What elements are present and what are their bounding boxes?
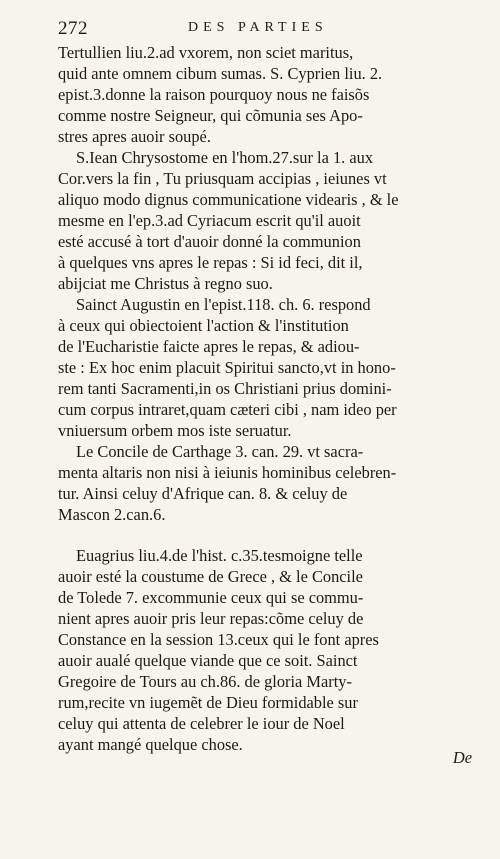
text-line: comme nostre Seigneur, qui cõmunia ses Apo- — [58, 106, 363, 125]
page-number: 272 — [58, 18, 88, 39]
text-line: celuy qui attenta de celebrer le iour de Noel — [58, 714, 345, 733]
text-line: Le Concile de Carthage 3. can. 29. vt sacra- — [76, 442, 364, 461]
text-line: cum corpus intraret,quam cæteri cibi , nam ideo per — [58, 400, 397, 419]
text-line: rum,recite vn iugemẽt de Dieu formidable sur — [58, 693, 358, 712]
text-line: nient apres auoir pris leur repas:cõme celuy de — [58, 609, 364, 628]
text-line: mesme en l'ep.3.ad Cyriacum escrit qu'il auoit — [58, 211, 361, 230]
paragraph-gap — [58, 525, 472, 545]
catchword: De — [452, 748, 472, 767]
text-line: de l'Eucharistie faicte apres le repas, & adiou- — [58, 337, 360, 356]
text-line: aliquo modo dignus communicatione videaris , & le — [58, 190, 399, 209]
text-line: auoir esté la coustume de Grece , & le Concile — [58, 567, 363, 586]
text-line: Euagrius liu.4.de l'hist. c.35.tesmoigne telle — [76, 546, 363, 565]
text-line: à quelques vns apres le repas : Si id feci, dit il, — [58, 253, 363, 272]
text-line: epist.3.donne la raison pourquoy nous ne faisõs — [58, 85, 370, 104]
text-line: abijciat me Christus à regno suo. — [58, 274, 273, 293]
text-line: quid ante omnem cibum sumas. S. Cyprien liu. 2. — [58, 64, 383, 83]
paragraph-evagrius — [58, 545, 472, 755]
paragraph-augustin — [58, 294, 472, 441]
text-line: vniuersum orbem mos iste seruatur. — [58, 421, 292, 440]
text-line: Mascon 2.can.6. — [58, 505, 166, 524]
text-line: à ceux qui obiectoient l'action & l'institution — [58, 316, 349, 335]
text-line: rem tanti Sacramenti,in os Christiani prius domini- — [58, 379, 392, 398]
running-head: DES PARTIES — [188, 20, 328, 35]
text-line: Cor.vers la fin , Tu priusquam accipias , ieiunes vt — [58, 169, 387, 188]
page-header — [0, 16, 500, 38]
text-line: Sainct Augustin en l'epist.118. ch. 6. respond — [76, 295, 371, 314]
text-line: Gregoire de Tours au ch.86. de gloria Marty- — [58, 672, 352, 691]
text-line: auoir aualé quelque viande que ce soit. Sainct — [58, 651, 358, 670]
paragraph-chrysostome — [58, 147, 472, 294]
paragraph-carthage — [58, 441, 472, 525]
text-line: de Tolede 7. excommunie ceux qui se commu- — [58, 588, 364, 607]
text-line: Constance en la session 13.ceux qui le font apres — [58, 630, 379, 649]
text-line: ayant mangé quelque chose. — [58, 735, 243, 754]
text-line: S.Iean Chrysostome en l'hom.27.sur la 1. aux — [76, 148, 374, 167]
text-line: Tertullien liu.2.ad vxorem, non sciet maritus, — [58, 43, 354, 62]
text-line: stres apres auoir soupé. — [58, 127, 211, 146]
main-text — [58, 42, 472, 755]
text-line: esté accusé à tort d'auoir donné la communion — [58, 232, 361, 251]
text-line: menta altaris non nisi à ieiunis hominibus celebren- — [58, 463, 397, 482]
paragraph-tertullien — [58, 42, 472, 147]
text-line: tur. Ainsi celuy d'Afrique can. 8. & celuy de — [58, 484, 348, 503]
text-line: ste : Ex hoc enim placuit Spiritui sancto,vt in hono- — [58, 358, 396, 377]
